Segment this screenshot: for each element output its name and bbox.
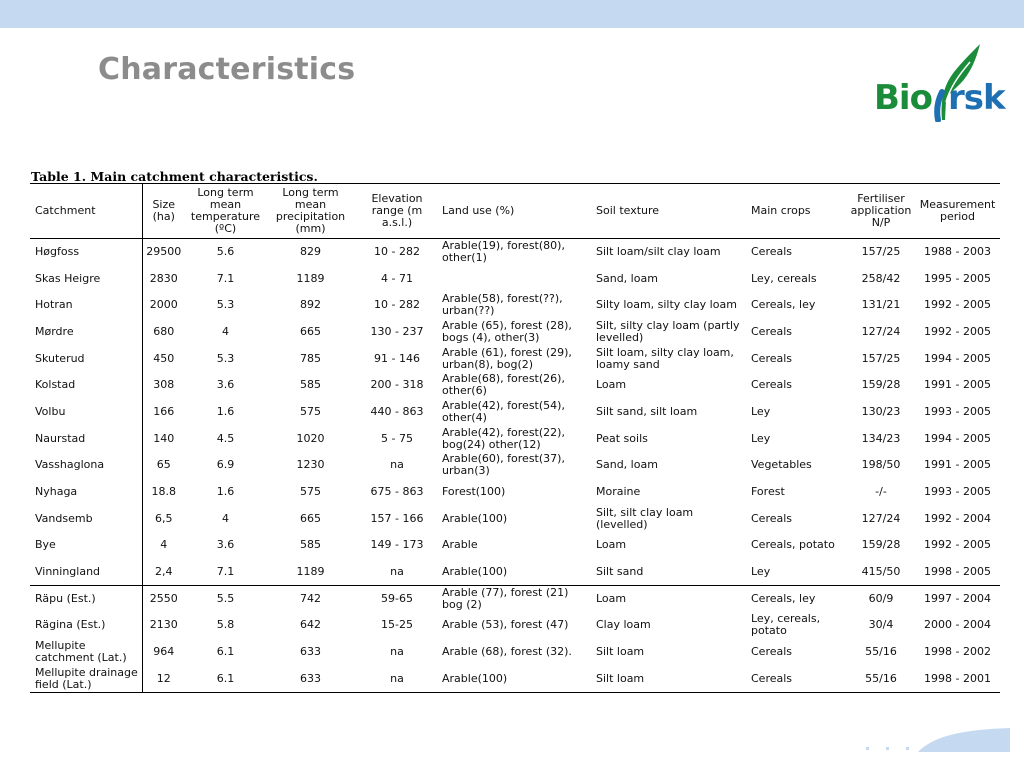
cell-fertiliser: 127/24 (861, 511, 901, 525)
cell-size: 2830 (149, 271, 178, 285)
cell-catchment: Mørdre (30, 319, 142, 346)
bioforsk-logo (872, 40, 1022, 126)
table-row (30, 585, 1000, 612)
cell-fertiliser: 159/28 (861, 538, 901, 552)
cell-catchment: Høgfoss (30, 239, 142, 266)
cell-land-use: Arable (65), forest (28), bogs (4), other(3) (442, 318, 572, 344)
cell-catchment: Kolstad (30, 372, 142, 399)
cell-period: 1992 - 2005 (924, 538, 991, 552)
cell-size: 2550 (142, 585, 185, 612)
cell-period: 1992 - 2005 (924, 298, 991, 312)
cell-land-use: Arable(100) (439, 666, 593, 693)
cell-temperature: 4.5 (216, 431, 235, 445)
table-row (30, 559, 1000, 586)
cell-period: 1994 - 2005 (924, 431, 991, 445)
decorative-dots (860, 726, 1010, 752)
cell-catchment: Vandsemb (30, 505, 142, 532)
cell-size: 964 (153, 645, 175, 659)
cell-size: 29500 (146, 245, 182, 259)
page-title: Characteristics (98, 52, 356, 87)
header-precipitation: Long term mean precipitation (mm) (266, 184, 355, 239)
cell-land-use: Arable(42), forest(54), other(4) (442, 398, 565, 424)
cell-size: 18.8 (151, 485, 176, 499)
cell-elevation: 130 - 237 (370, 324, 424, 338)
cell-fertiliser: 157/25 (861, 351, 901, 365)
cell-size: 2130 (149, 618, 178, 632)
leaf-icon (924, 40, 984, 122)
cell-period: 1998 - 2002 (924, 645, 991, 659)
cell-main-crops: Forest (751, 485, 785, 499)
cell-precipitation: 665 (300, 511, 321, 525)
cell-period: 1992 - 2004 (924, 511, 991, 525)
cell-land-use: Arable(100) (442, 564, 508, 578)
cell-elevation: 10 - 282 (374, 245, 420, 259)
cell-land-use: Arable(58), forest(??), urban(??) (442, 292, 563, 318)
table-row (30, 292, 1000, 319)
cell-land-use: Arable(68), forest(26), other(6) (442, 372, 565, 398)
cell-period: 1998 - 2001 (915, 666, 1000, 693)
header-catchment: Catchment (30, 184, 142, 239)
header-land-use: Land use (%) (439, 184, 593, 239)
table-caption: Table 1. Main catchment characteristics. (31, 169, 318, 184)
cell-temperature: 5.5 (185, 585, 266, 612)
cell-period: 1993 - 2005 (924, 404, 991, 418)
table-row (30, 505, 1000, 532)
table-header-row (30, 184, 1000, 239)
cell-land-use: Arable (77), forest (21) bog (2) (439, 585, 593, 612)
cell-size: 680 (153, 324, 175, 338)
header-main-crops: Main crops (748, 184, 847, 239)
cell-main-crops: Cereals (751, 245, 793, 259)
cell-soil-texture: Silt loam (593, 666, 748, 693)
cell-catchment: Mellupite drainage field (Lat.) (30, 666, 142, 693)
cell-main-crops: Cereals, potato (751, 538, 835, 552)
cell-elevation: 91 - 146 (374, 351, 420, 365)
cell-soil-texture: Loam (596, 538, 627, 552)
cell-main-crops: Cereals, ley (751, 298, 816, 312)
table-row (30, 532, 1000, 559)
cell-soil-texture: Peat soils (596, 431, 648, 445)
cell-catchment: Vasshaglona (30, 452, 142, 479)
cell-soil-texture: Silt loam/silt clay loam (596, 245, 721, 259)
cell-elevation: 10 - 282 (374, 298, 420, 312)
cell-precipitation: 633 (266, 666, 355, 693)
cell-precipitation: 633 (300, 645, 321, 659)
cell-catchment: Nyhaga (30, 479, 142, 506)
cell-elevation: 59-65 (355, 585, 439, 612)
table-row (30, 425, 1000, 452)
cell-land-use: Arable (68), forest (32). (442, 645, 572, 659)
cell-fertiliser: 55/16 (865, 645, 897, 659)
cell-temperature: 3.6 (216, 378, 235, 392)
header-size: Size (ha) (142, 184, 185, 239)
cell-fertiliser: 258/42 (861, 271, 901, 285)
cell-temperature: 4 (222, 511, 229, 525)
cell-land-use: Arable(19), forest(80), other(1) (442, 239, 565, 265)
cell-land-use: Arable(42), forest(22), bog(24) other(12) (442, 425, 565, 451)
cell-size: 450 (153, 351, 175, 365)
cell-catchment: Skas Heigre (30, 265, 142, 292)
cell-soil-texture: Silt, silt clay loam (levelled) (596, 505, 694, 531)
cell-temperature: 5.3 (216, 298, 235, 312)
cell-period: 1991 - 2005 (924, 458, 991, 472)
cell-catchment: Naurstad (30, 425, 142, 452)
cell-catchment: Hotran (30, 292, 142, 319)
cell-precipitation: 892 (300, 298, 321, 312)
cell-precipitation: 665 (300, 324, 321, 338)
cell-temperature: 5.3 (216, 351, 235, 365)
cell-temperature: 4 (222, 324, 229, 338)
cell-precipitation: 742 (266, 585, 355, 612)
cell-catchment: Skuterud (30, 345, 142, 372)
logo-text: Bio rsk (874, 78, 1005, 118)
cell-precipitation: 1189 (296, 271, 325, 285)
cell-elevation: na (390, 645, 404, 659)
cell-soil-texture: Silt loam (596, 645, 645, 659)
header-soil-texture: Soil texture (593, 184, 748, 239)
cell-period: 2000 - 2004 (924, 618, 991, 632)
cell-fertiliser: 159/28 (861, 378, 901, 392)
table-row (30, 666, 1000, 693)
cell-main-crops: Ley, cereals, potato (751, 612, 821, 638)
cell-land-use: Arable (61), forest (29), urban(8), bog(2) (442, 345, 572, 371)
cell-elevation: 675 - 863 (370, 485, 424, 499)
cell-period: 1988 - 2003 (924, 245, 991, 259)
cell-precipitation: 785 (300, 351, 321, 365)
cell-period: 1992 - 2005 (924, 324, 991, 338)
cell-main-crops: Ley (751, 404, 771, 418)
cell-soil-texture: Silt sand (596, 564, 644, 578)
cell-fertiliser: 127/24 (861, 324, 901, 338)
table-row (30, 479, 1000, 506)
cell-size: 166 (153, 404, 175, 418)
cell-elevation: 440 - 863 (370, 404, 424, 418)
table-row (30, 639, 1000, 666)
cell-precipitation: 1020 (296, 431, 325, 445)
cell-main-crops: Cereals (751, 511, 793, 525)
cell-precipitation: 575 (300, 485, 321, 499)
cell-main-crops: Cereals (748, 666, 847, 693)
cell-land-use: Forest(100) (442, 485, 506, 499)
cell-temperature: 6.1 (216, 645, 235, 659)
cell-soil-texture: Silt, silty clay loam (partly levelled) (596, 318, 740, 344)
table-row (30, 612, 1000, 639)
cell-fertiliser: 60/9 (847, 585, 915, 612)
table-row (30, 372, 1000, 399)
cell-soil-texture: Sand, loam (596, 271, 658, 285)
cell-elevation: na (390, 458, 404, 472)
cell-temperature: 6.1 (185, 666, 266, 693)
cell-elevation: 15-25 (381, 618, 413, 632)
cell-fertiliser: 198/50 (861, 458, 901, 472)
cell-fertiliser: 134/23 (861, 431, 901, 445)
cell-land-use: Arable(100) (442, 511, 508, 525)
cell-temperature: 3.6 (216, 538, 235, 552)
header-temperature: Long term mean temperature (ºC) (185, 184, 266, 239)
cell-catchment: Räpu (Est.) (30, 585, 142, 612)
cell-fertiliser: -/- (875, 485, 887, 499)
cell-catchment: Rägina (Est.) (30, 612, 142, 639)
table-row (30, 265, 1000, 292)
cell-fertiliser: 415/50 (861, 564, 901, 578)
cell-precipitation: 1230 (296, 458, 325, 472)
cell-fertiliser: 157/25 (861, 245, 901, 259)
cell-main-crops: Cereals (751, 351, 793, 365)
cell-elevation: 200 - 318 (370, 378, 424, 392)
cell-size: 140 (153, 431, 175, 445)
cell-size: 4 (160, 538, 168, 552)
header-period: Measurement period (915, 184, 1000, 239)
cell-temperature: 5.8 (216, 618, 235, 632)
table-row (30, 239, 1000, 266)
cell-catchment: Mellupite catchment (Lat.) (30, 639, 142, 666)
cell-size: 6,5 (155, 511, 173, 525)
cell-main-crops: Cereals, ley (748, 585, 847, 612)
cell-soil-texture: Silt loam, silty clay loam, loamy sand (596, 345, 734, 371)
cell-elevation: na (390, 564, 404, 578)
cell-size: 308 (153, 378, 175, 392)
cell-period: 1998 - 2005 (924, 564, 991, 578)
cell-temperature: 1.6 (216, 485, 235, 499)
cell-precipitation: 585 (300, 378, 321, 392)
table-body-norway (30, 239, 1000, 586)
cell-temperature: 6.9 (216, 458, 235, 472)
top-banner (0, 0, 1024, 28)
cell-period: 1991 - 2005 (924, 378, 991, 392)
cell-precipitation: 642 (300, 618, 321, 632)
cell-land-use: Arable (442, 538, 478, 552)
cell-fertiliser: 130/23 (861, 404, 901, 418)
cell-catchment: Volbu (30, 399, 142, 426)
table-body-baltic (30, 585, 1000, 692)
cell-period: 1994 - 2005 (924, 351, 991, 365)
header-fertiliser: Fertiliser application N/P (847, 184, 915, 239)
cell-size: 12 (142, 666, 185, 693)
cell-soil-texture: Silt sand, silt loam (596, 404, 698, 418)
cell-main-crops: Cereals (751, 324, 793, 338)
catchment-table (30, 183, 1000, 693)
cell-elevation: 4 - 71 (381, 271, 413, 285)
cell-temperature: 1.6 (216, 404, 235, 418)
cell-land-use: Arable (53), forest (47) (442, 618, 569, 632)
cell-temperature: 5.6 (216, 245, 235, 259)
cell-temperature: 7.1 (216, 564, 235, 578)
cell-soil-texture: Silty loam, silty clay loam (596, 298, 737, 312)
cell-main-crops: Cereals (751, 378, 793, 392)
cell-precipitation: 585 (300, 538, 321, 552)
cell-catchment: Bye (30, 532, 142, 559)
cell-main-crops: Ley (751, 431, 771, 445)
cell-elevation: na (355, 666, 439, 693)
table-row (30, 319, 1000, 346)
table-row (30, 452, 1000, 479)
cell-land-use (439, 265, 593, 292)
cell-catchment: Vinningland (30, 559, 142, 586)
cell-fertiliser: 131/21 (861, 298, 901, 312)
cell-main-crops: Ley, cereals (751, 271, 817, 285)
cell-soil-texture: Loam (593, 585, 748, 612)
cell-elevation: 157 - 166 (370, 511, 424, 525)
cell-size: 2,4 (155, 564, 173, 578)
cell-main-crops: Vegetables (751, 458, 812, 472)
table-row (30, 345, 1000, 372)
cell-period: 1995 - 2005 (924, 271, 991, 285)
header-elevation: Elevation range (m a.s.l.) (355, 184, 439, 239)
cell-size: 65 (156, 458, 171, 472)
cell-fertiliser: 30/4 (868, 618, 894, 632)
cell-main-crops: Cereals (751, 645, 793, 659)
cell-size: 2000 (149, 298, 178, 312)
cell-precipitation: 575 (300, 404, 321, 418)
cell-elevation: 5 - 75 (381, 431, 413, 445)
cell-soil-texture: Sand, loam (596, 458, 658, 472)
cell-fertiliser: 55/16 (847, 666, 915, 693)
cell-soil-texture: Clay loam (596, 618, 651, 632)
cell-period: 1997 - 2004 (915, 585, 1000, 612)
cell-main-crops: Ley (751, 564, 771, 578)
cell-period: 1993 - 2005 (924, 485, 991, 499)
cell-temperature: 7.1 (216, 271, 235, 285)
cell-soil-texture: Moraine (596, 485, 641, 499)
cell-precipitation: 829 (300, 245, 321, 259)
cell-soil-texture: Loam (596, 378, 627, 392)
table-row (30, 399, 1000, 426)
cell-land-use: Arable(60), forest(37), urban(3) (442, 452, 565, 478)
cell-precipitation: 1189 (296, 564, 325, 578)
cell-elevation: 149 - 173 (370, 538, 424, 552)
